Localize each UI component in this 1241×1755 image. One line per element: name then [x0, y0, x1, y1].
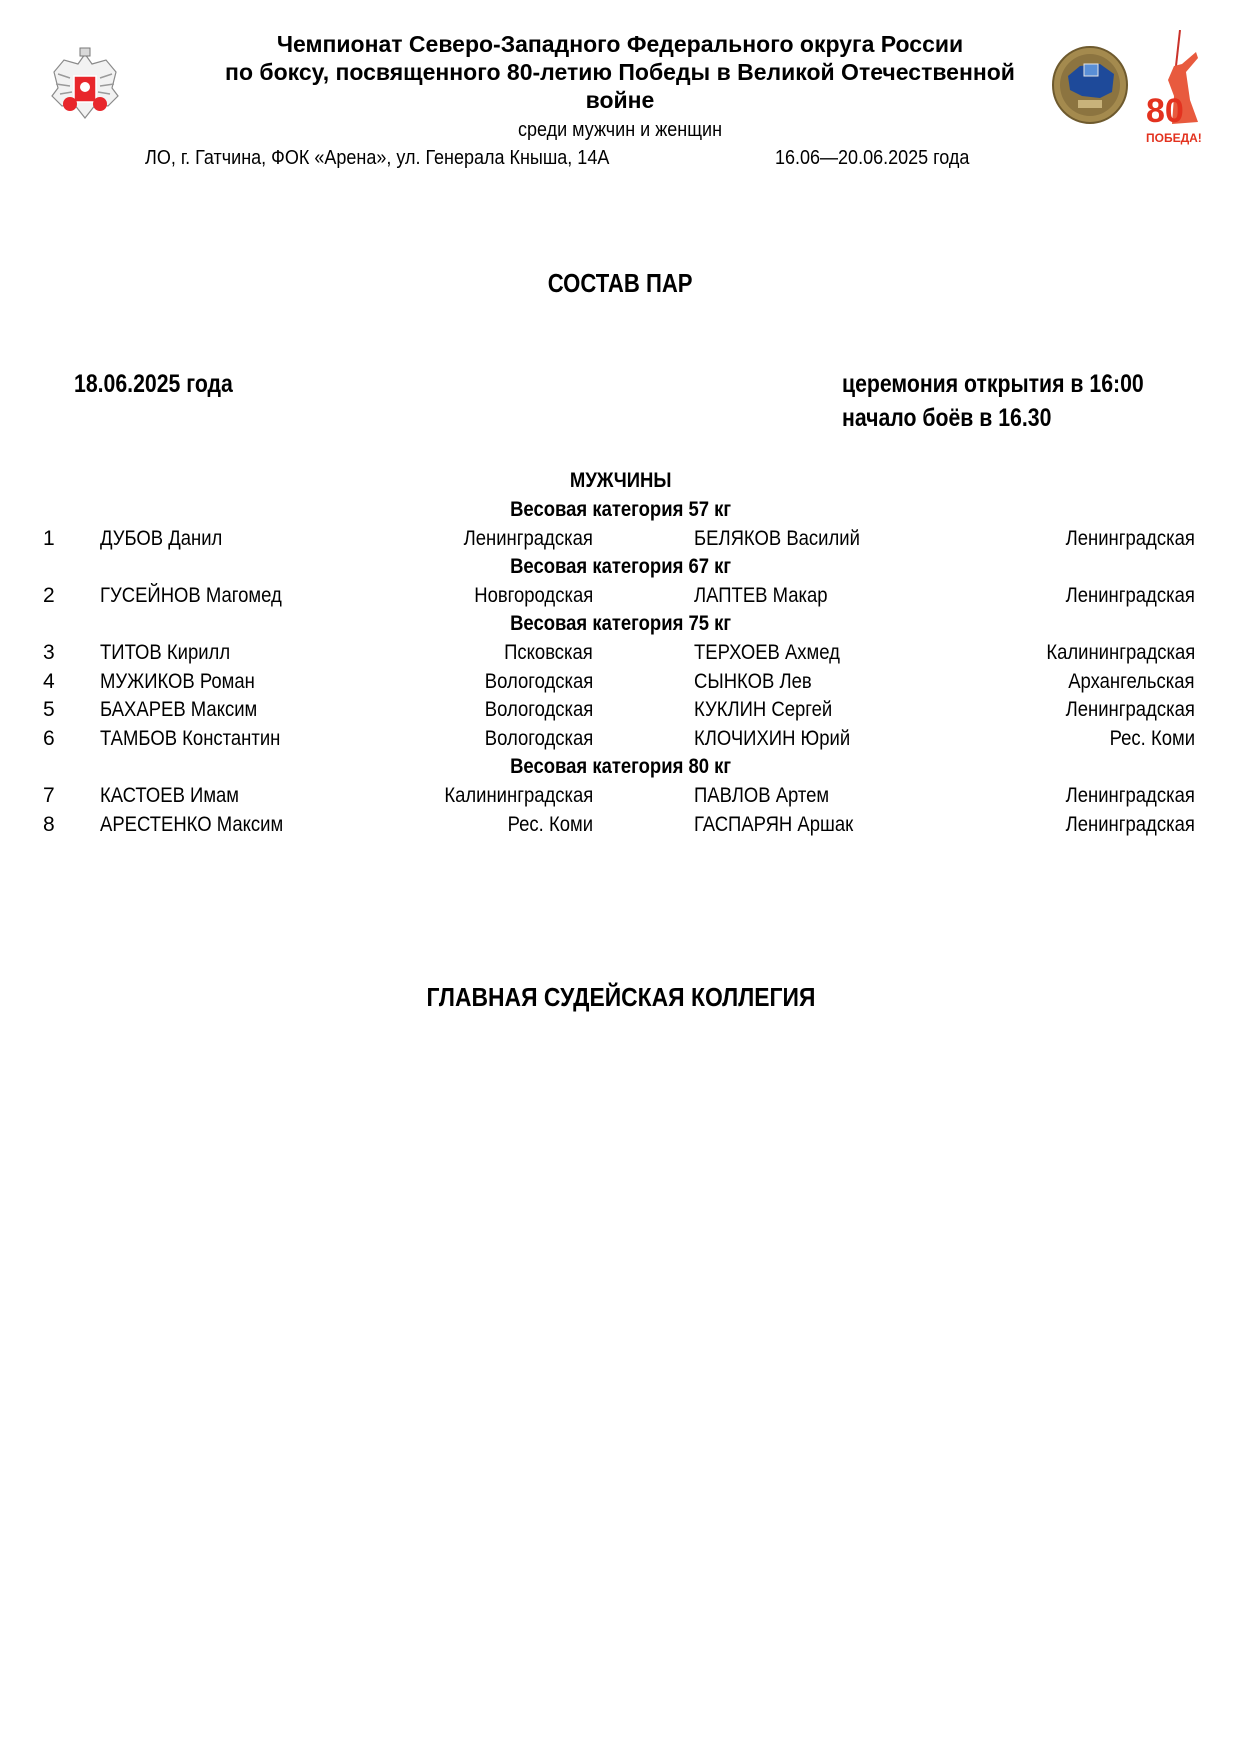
red-corner-region: Новгородская — [473, 583, 593, 607]
red-corner-name: ДУБОВ Данил — [100, 526, 223, 550]
judges-panel-text: ГЛАВНАЯ СУДЕЙСКАЯ КОЛЛЕГИЯ — [426, 982, 815, 1012]
pair-number: 1 — [43, 526, 55, 550]
weight-category-heading — [0, 753, 1241, 782]
blue-corner-region: Ленинградская — [1065, 783, 1195, 807]
pair-row — [0, 668, 1241, 697]
pair-row — [0, 725, 1241, 754]
pair-row — [0, 811, 1241, 840]
title-line-3: войне — [585, 87, 655, 113]
red-corner-name: ГУСЕЙНОВ Магомед — [100, 583, 282, 607]
blue-corner-name: КУКЛИН Сергей — [694, 698, 833, 722]
blue-corner-name: ПАВЛОВ Артем — [694, 783, 830, 807]
pair-number: 6 — [43, 726, 55, 750]
pair-row — [0, 582, 1241, 611]
document-title-text: СОСТАВ ПАР — [548, 268, 693, 298]
red-corner-region: Вологодская — [484, 669, 593, 693]
red-corner-name: ТАМБОВ Константин — [100, 726, 281, 750]
blue-corner-name: ГАСПАРЯН Аршак — [694, 812, 854, 836]
title-line-2: по боксу, посвященного 80-летию Победы в Великой Отечественной — [225, 59, 1015, 85]
blue-corner-region: Ленинградская — [1065, 812, 1195, 836]
blue-corner-region: Ленинградская — [1065, 526, 1195, 550]
blue-corner-name: ТЕРХОЕВ Ахмед — [694, 640, 840, 664]
weight-category-label: Весовая категория 80 кг — [509, 755, 732, 779]
boxing-federation-emblem-icon — [44, 44, 126, 126]
gender-section-text: МУЖЧИНЫ — [569, 469, 672, 492]
blue-corner-name: БЕЛЯКОВ Василий — [694, 526, 860, 550]
red-corner-region: Вологодская — [484, 698, 593, 722]
document-title — [0, 268, 1241, 299]
blue-corner-region: Ленинградская — [1065, 698, 1195, 722]
pair-row — [0, 525, 1241, 554]
pair-row — [0, 782, 1241, 811]
red-corner-name: КАСТОЕВ Имам — [100, 783, 240, 807]
championship-dates: 16.06—20.06.2025 года — [775, 147, 970, 169]
blue-corner-region: Рес. Коми — [1109, 726, 1195, 750]
title-line-1: Чемпионат Северо-Западного Федерального округа России — [276, 31, 964, 57]
region-medal-icon — [1052, 46, 1128, 124]
svg-text:80: 80 — [1146, 92, 1184, 130]
weight-category-heading — [0, 553, 1241, 582]
pair-row — [0, 639, 1241, 668]
blue-corner-region: Ленинградская — [1065, 583, 1195, 607]
pair-number: 5 — [43, 698, 55, 722]
svg-text:ПОБЕДА!: ПОБЕДА! — [1146, 131, 1202, 145]
pair-number: 4 — [43, 669, 55, 693]
pair-number: 3 — [43, 640, 55, 664]
red-corner-region: Калининградская — [444, 783, 593, 807]
judges-panel-heading — [0, 982, 1241, 1013]
red-corner-name: ТИТОВ Кирилл — [100, 640, 231, 664]
pobeda-80-emblem-icon — [1146, 30, 1206, 152]
red-corner-region: Псковская — [504, 640, 593, 664]
weight-category-label: Весовая категория 67 кг — [509, 555, 732, 579]
weight-category-heading — [0, 496, 1241, 525]
championship-title — [170, 30, 1070, 114]
event-date: 18.06.2025 года — [74, 370, 233, 398]
fights-start-time: начало боёв в 16.30 — [842, 404, 1052, 432]
pair-row — [0, 696, 1241, 725]
red-corner-region: Рес. Коми — [507, 812, 593, 836]
championship-subtitle: среди мужчин и женщин — [517, 119, 723, 141]
blue-corner-name: СЫНКОВ Лев — [694, 669, 812, 693]
weight-category-label: Весовая категория 75 кг — [509, 612, 732, 636]
red-corner-region: Вологодская — [484, 726, 593, 750]
pair-number: 7 — [43, 783, 55, 807]
weight-category-label: Весовая категория 57 кг — [509, 498, 732, 521]
red-corner-name: БАХАРЕВ Максим — [100, 698, 258, 722]
blue-corner-region: Калининградская — [1046, 640, 1195, 664]
red-corner-name: АРЕСТЕНКО Максим — [100, 812, 284, 836]
pair-number: 2 — [43, 583, 55, 607]
blue-corner-name: ЛАПТЕВ Макар — [694, 583, 828, 607]
weight-category-heading — [0, 610, 1241, 639]
red-corner-name: МУЖИКОВ Роман — [100, 669, 255, 693]
pairs-list — [0, 496, 1241, 839]
red-corner-region: Ленинградская — [463, 526, 593, 550]
venue-address: ЛО, г. Гатчина, ФОК «Арена», ул. Генерала Кныша, 14А — [145, 147, 610, 169]
blue-corner-region: Архангельская — [1068, 669, 1195, 693]
blue-corner-name: КЛОЧИХИН Юрий — [694, 726, 851, 750]
gender-section-heading — [0, 469, 1241, 493]
pair-number: 8 — [43, 812, 55, 836]
opening-ceremony-time: церемония открытия в 16:00 — [842, 370, 1144, 398]
